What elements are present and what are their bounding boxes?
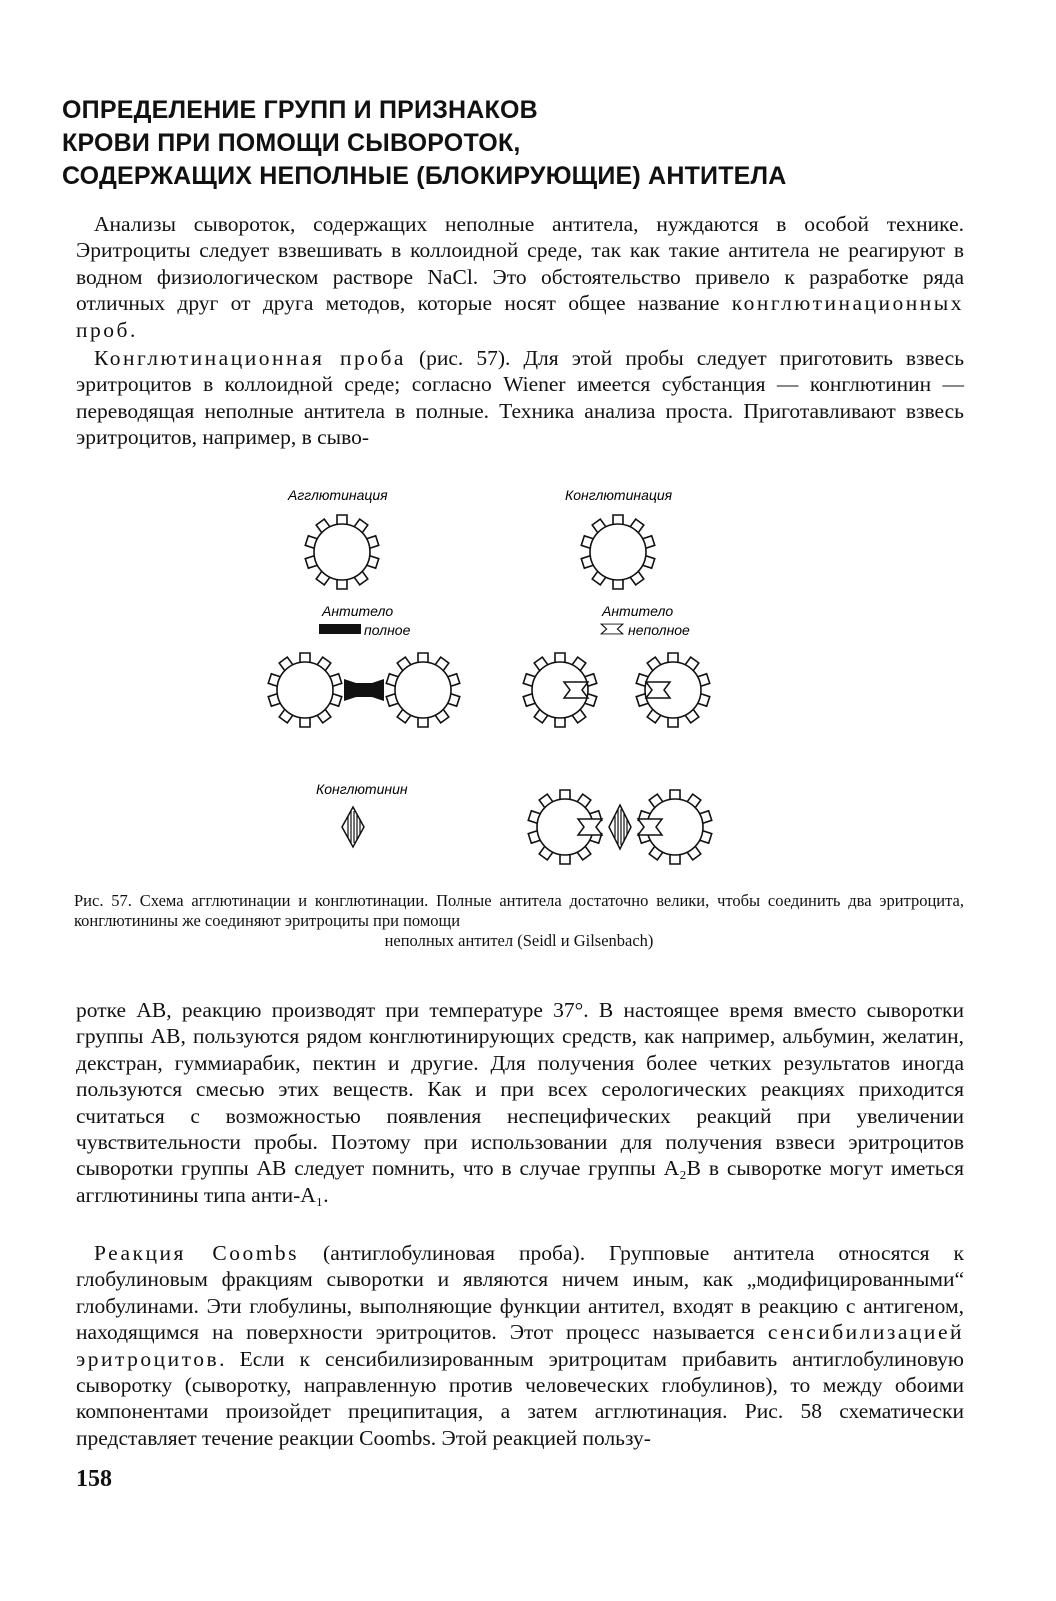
erythrocyte-top-right bbox=[581, 515, 654, 589]
conglutinin-icon bbox=[342, 807, 364, 847]
paragraph-4-term-2: сенсибилизацией эритроцитов bbox=[76, 1320, 964, 1371]
incomplete-antibody-bound-left bbox=[578, 819, 602, 835]
title-line-3: СОДЕРЖАЩИХ НЕПОЛНЫЕ (БЛОКИРУЮЩИЕ) АНТИТЕЛА bbox=[62, 162, 787, 190]
erythrocyte-incomplete-right bbox=[636, 653, 709, 727]
paragraph-4-term: Реакция Coombs bbox=[94, 1241, 300, 1265]
incomplete-antibody-bound-right bbox=[638, 819, 662, 835]
incomplete-antibody-mark-right bbox=[646, 682, 670, 698]
paragraph-1-term: конглютинационных проб bbox=[76, 291, 964, 342]
paragraph-2-text: (рис. 57). Для этой пробы следует приготовить взвесь эритроцитов в коллоидной среде; согласно Wiener имеется субстанция — конглютинин — переводящая неполные антитела в полные. Техника анализа проста. Приготавливают взвесь эритроцитов, например, в сыво- bbox=[76, 346, 965, 450]
figure-57-diagram bbox=[240, 480, 760, 890]
paragraph-4-text-1: (антиглобулиновая проба). Групповые антитела относятся к глобулиновым фракциям сыворотки и являются ничем иным, как „модифицированными“ глобулинами. Эти глобулины, выполняющие функции антител, входят в реакцию с антигеном, находящимся на поверхности эритроцитов. Этот процесс называется bbox=[76, 1241, 964, 1345]
erythrocyte-agglutination-right bbox=[386, 653, 459, 727]
incomplete-antibody-icon bbox=[601, 624, 623, 634]
paragraph-4-text-2: . Если к сенсибилизированным эритроцитам прибавить антиглобулиновую сыворотку (сыворотку, направленную против человеческих глобулинов), то между обоими компонентами произойдет преципитация, а затем агглютинация. Рис. 58 схематически представляет течение реакции Coombs. Этой реакцией пользу- bbox=[76, 1346, 964, 1450]
figure-caption bbox=[74, 891, 964, 951]
label-incomplete: неполное bbox=[628, 622, 690, 638]
label-agglutination: Агглютинация bbox=[288, 487, 388, 503]
paragraph-1-end: . bbox=[129, 317, 136, 342]
paragraph-1-text: Анализы сывороток, содержащих неполные антитела, нуждаются в особой технике. Эритроциты следует взвешивать в коллоидной среде, так как такие антитела не реагируют в водном физиологическом растворе NaCl. Это обстоятельство привело к разработке ряда отличных друг от друга методов, которые носят общее название bbox=[76, 212, 964, 316]
erythrocyte-agglutination-left bbox=[268, 653, 341, 727]
caption-text: Рис. 57. Схема агглютинации и конглютинации. Полные антитела достаточно велики, чтобы соединить два эритроцита, конглютинины же соединяют эритроциты при помощи bbox=[74, 891, 964, 930]
incomplete-antibody-mark-left bbox=[564, 682, 588, 698]
title-line-1: ОПРЕДЕЛЕНИЕ ГРУПП И ПРИЗНАКОВ bbox=[62, 96, 538, 124]
page-number: 158 bbox=[76, 1466, 112, 1492]
label-antibody-right: Антитело bbox=[602, 603, 674, 619]
paragraph-4 bbox=[76, 1240, 964, 1451]
paragraph-2 bbox=[76, 345, 964, 451]
caption-last-line: неполных антител (Seidl и Gilsenbach) bbox=[384, 931, 654, 950]
title-line-2: КРОВИ ПРИ ПОМОЩИ СЫВОРОТОК, bbox=[62, 129, 521, 157]
complete-antibody-bridge bbox=[344, 679, 384, 701]
paragraph-3: ротке АВ, реакцию производят при температуре 37°. В настоящее время вместо сыворотки группы АВ, пользуются рядом конглютинирующих средств, как например, альбумин, желатин, декстран, гуммиарабик, пектин и другие. Для получения более четких результатов иногда пользуются смесью этих веществ. Как и при всех серологических реакциях приходится считаться с возможностью появления неспецифических реакций при увеличении чувствительности пробы. Поэтому при использовании для получения взвеси эритроцитов сыворотки группы АВ следует помнить, что в случае группы A₂B в сыворотке могут иметься агглютинины типа анти-A₁. bbox=[76, 998, 964, 1207]
label-conglutination: Конглютинация bbox=[565, 487, 673, 503]
label-antibody-left: Антитело bbox=[322, 603, 394, 619]
complete-antibody-icon bbox=[319, 624, 361, 634]
label-conglutinin: Конглютинин bbox=[316, 781, 408, 797]
section-title bbox=[62, 94, 962, 193]
erythrocyte-incomplete-left bbox=[523, 653, 596, 727]
erythrocyte-top-left bbox=[305, 515, 378, 589]
label-complete: полное bbox=[364, 622, 411, 638]
conglutinin-bridge bbox=[609, 805, 631, 849]
paragraph-2-term: Конглютинационная проба bbox=[94, 346, 406, 370]
paragraph-1 bbox=[76, 211, 964, 343]
